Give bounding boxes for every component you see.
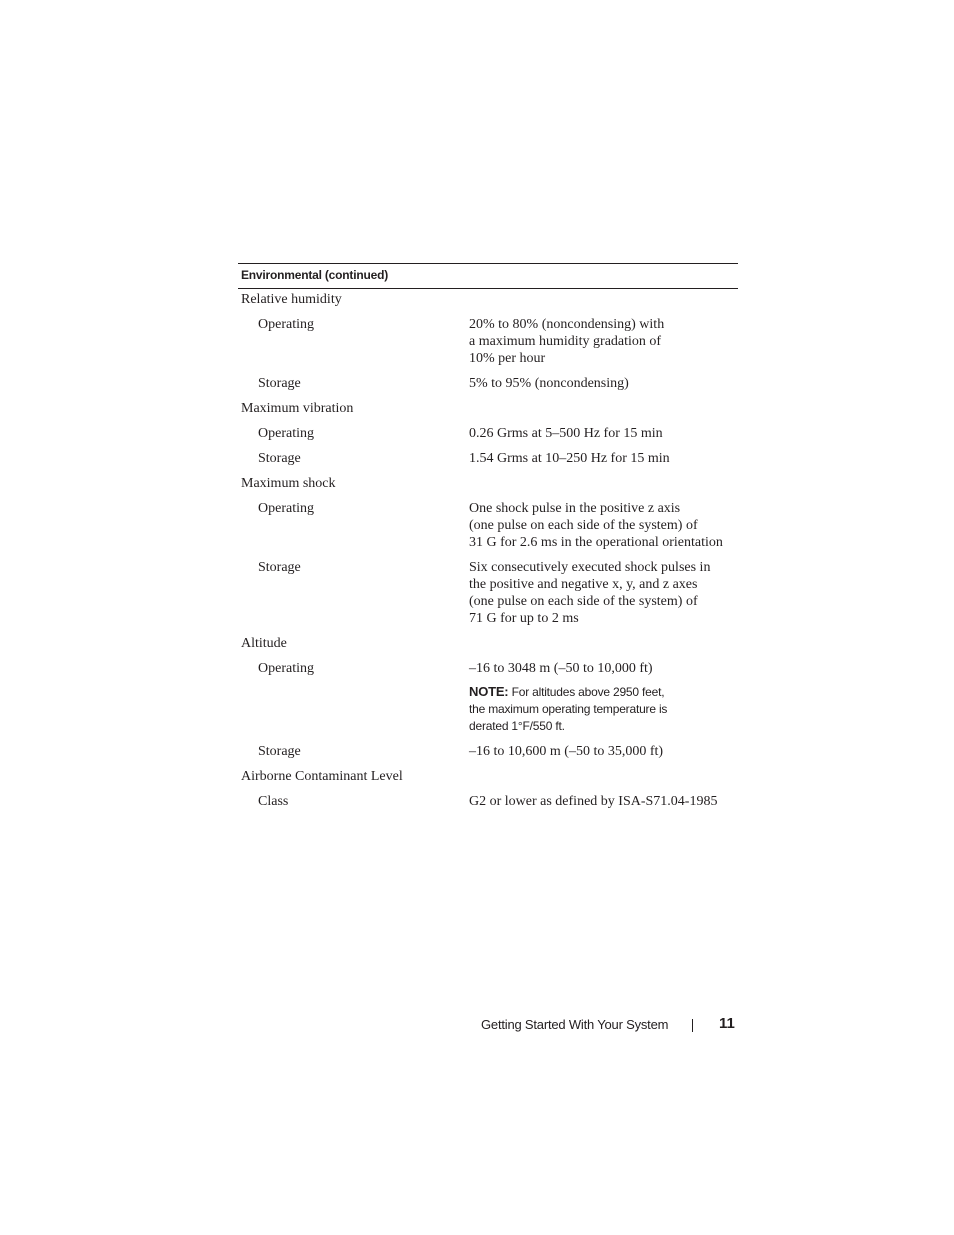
row-label: Operating	[258, 426, 314, 441]
note-line: the maximum operating temperature is	[469, 702, 668, 716]
value-line: 71 G for up to 2 ms	[469, 611, 579, 626]
page-number: 11	[719, 1015, 735, 1032]
row-label: Class	[258, 794, 289, 809]
value-line: 0.26 Grms at 5–500 Hz for 15 min	[469, 426, 663, 441]
value-line: –16 to 10,600 m (–50 to 35,000 ft)	[469, 744, 664, 759]
row-label: Operating	[258, 661, 314, 676]
value-line: One shock pulse in the positive z axis	[469, 501, 681, 516]
row-label: Storage	[258, 451, 301, 466]
note-label: NOTE:	[469, 684, 509, 699]
row-label: Altitude	[241, 636, 287, 651]
row-value	[469, 316, 744, 367]
row-value	[469, 743, 744, 760]
row-value	[469, 375, 744, 392]
row-value	[469, 559, 744, 627]
value-line: –16 to 3048 m (–50 to 10,000 ft)	[469, 661, 653, 676]
row-label: Maximum vibration	[241, 401, 354, 416]
value-line: a maximum humidity gradation of	[469, 334, 662, 349]
altitude-note	[469, 683, 744, 735]
value-line: Six consecutively executed shock pulses in	[469, 560, 711, 575]
row-label: Storage	[258, 376, 301, 391]
footer-title: Getting Started With Your System	[481, 1017, 669, 1032]
row-label: Maximum shock	[241, 476, 336, 491]
value-line: (one pulse on each side of the system) of	[469, 518, 698, 533]
value-line: (one pulse on each side of the system) of	[469, 594, 698, 609]
row-label: Operating	[258, 317, 314, 332]
row-label: Relative humidity	[241, 292, 342, 307]
value-line: the positive and negative x, y, and z axes	[469, 577, 698, 592]
footer-separator	[692, 1019, 693, 1032]
row-value	[469, 500, 744, 551]
row-value	[469, 793, 744, 810]
table-header	[238, 263, 738, 289]
value-line: 5% to 95% (noncondensing)	[469, 376, 629, 391]
row-value	[469, 660, 744, 677]
row-label: Airborne Contaminant Level	[241, 769, 403, 784]
environmental-spec-table	[238, 263, 738, 809]
row-label: Storage	[258, 560, 301, 575]
value-line: G2 or lower as defined by ISA-S71.04-1985	[469, 794, 718, 809]
row-label: Operating	[258, 501, 314, 516]
value-line: 1.54 Grms at 10–250 Hz for 15 min	[469, 451, 670, 466]
note-line: For altitudes above 2950 feet,	[511, 685, 665, 699]
value-line: 31 G for 2.6 ms in the operational orientation	[469, 535, 723, 550]
row-value	[469, 450, 744, 467]
value-line: 20% to 80% (noncondensing) with	[469, 317, 665, 332]
page-footer	[0, 1014, 954, 1036]
row-label: Storage	[258, 744, 301, 759]
value-line: 10% per hour	[469, 351, 546, 366]
note-line: derated 1°F/550 ft.	[469, 719, 565, 733]
row-value	[469, 425, 744, 442]
table-header-title: Environmental (continued)	[241, 268, 389, 282]
